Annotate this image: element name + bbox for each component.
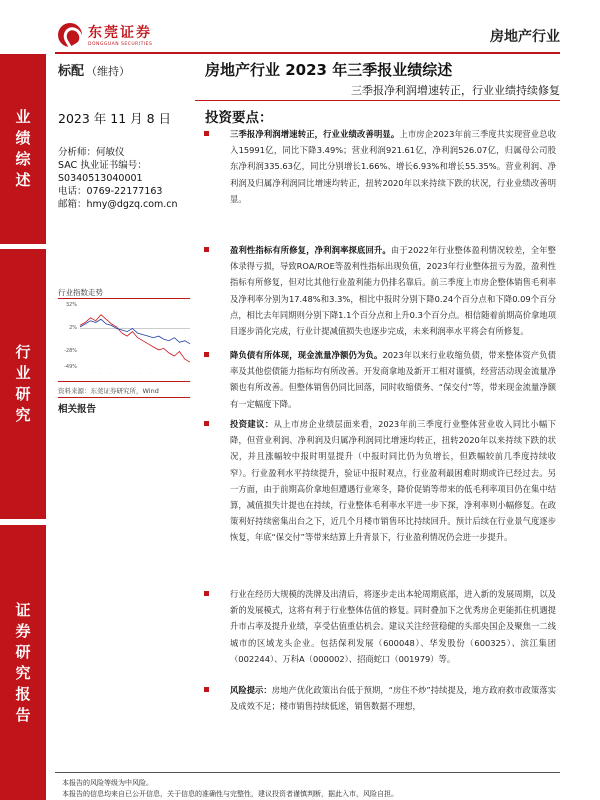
bullet-square-icon — [204, 352, 209, 357]
y-tick-label: -28% — [64, 347, 77, 354]
key-point — [204, 126, 556, 207]
bullet-square-icon — [204, 131, 209, 136]
key-points-heading: 投资要点： — [205, 110, 273, 126]
rating-sub: （维持） — [86, 65, 131, 78]
x-tick-mark: · — [129, 372, 131, 376]
key-point-body: 上市房企2023年前三季度共实现营业总收入15991亿，同比下降3.49%；营业利润921.61亿，净利润526.07亿，归属母公司股东净利润335.63亿，同比分别增长1.66%、增长6.93%和增长55.35%。营业利润、净利润及归属净利润同比增速均转正，扭转2020年以来持续下跌的状况，行业业绩改善明显。 — [230, 129, 556, 204]
source-rule — [58, 397, 190, 398]
chart-title: 行业指数走势 — [58, 288, 103, 297]
analyst-cert: SAC 执业证书编号： — [58, 160, 147, 171]
analyst-name: 分析师：何敏仪 — [58, 147, 125, 158]
index-chart — [58, 296, 194, 380]
logo-name-en: DONGGUAN SECURITIES — [88, 42, 153, 47]
x-tick-mark: · — [119, 372, 121, 376]
related-reports-heading: 相关报告 — [58, 404, 97, 415]
industry-tag: 房地产行业 — [490, 29, 560, 45]
x-tick-mark: · — [149, 372, 151, 376]
y-tick-label: 32% — [65, 302, 77, 308]
key-point-body: 2023年以来行业收缩负债，带来整体资产负债率及其他偿债能力指标均有所改善。开发商拿地及新开工相对谨慎，经营活动现金流量净额也有所改善。但整体销售仍同比回落，同时收缩债务、“保交付”等，带来现金流量净额有一定幅度下降。 — [230, 350, 556, 409]
key-point-heading: 风险提示： — [230, 685, 272, 695]
sidebar-block-report: 证券研究报告 — [0, 525, 46, 800]
header-divider — [55, 52, 560, 54]
rating-label: 标配 — [58, 64, 85, 79]
footer-risk: 本报告的风险等级为中风险。 — [62, 779, 153, 787]
logo-name: 东莞证券 — [88, 25, 152, 41]
x-tick-mark: · — [139, 372, 141, 376]
x-tick-mark: · — [89, 372, 91, 376]
footer-divider — [55, 772, 560, 773]
company-logo — [58, 22, 152, 47]
key-point — [204, 347, 556, 412]
x-tick-mark: · — [79, 372, 81, 376]
key-point-heading: 降负债有所体现，现金流量净额仍为负。 — [230, 350, 383, 360]
key-point-body: 从上市房企业绩层面来看，2023年前三季度行业整体营业收入同比小幅下降，但营业利润、净利润及归属净利润同比增速均转正，扭转2020年以来持续下跌的状况，并且涨幅较中报时明显提升（中报时同比仍为负增长，但跌幅较前几季度持续收窄）。行业盈利水平持续提升，验证中报时观点，行业盈利最困难时期或许已经过去。另一方面，由于前期高价拿地但遭遇行业寒冬，降价促销等带来的低毛利率项目仍在集中结算，减值损失计提也在持续，行业整体毛利率水平进一步下探，净利率则小幅修复。在政策利好持续密集出台之下，近几个月楼市销售环比持续回升。预计后续在行业景气度逐步恢复，年底“保交付”等带来结算上升背景下，行业盈利情况仍会进一步提升。 — [230, 419, 556, 543]
key-point-body: 由于2022年行业整体盈利情况较差，全年整体录得亏损，导致ROA/ROE等盈利性指标出现负值，2023年行业整体扭亏为盈，盈利性指标有所修复，但对比其他行业盈利能力仍排名靠后。前三季度上市房企整体销售毛利率及净利率分别为17.48%和3.3%，相比中报时分别下降0.24个百分点和下降0.09个百分点，相比去年同期则分别下降1.1个百分点和上升0.3个百分点。相信随着前期高价拿地项目逐步消化完成，行业计提减值损失也逐步完成，未来利润率水平将会有所修复。 — [230, 245, 556, 337]
sidebar-block-summary: 业绩综述 — [0, 54, 46, 244]
key-point — [204, 682, 556, 714]
y-tick-label: -49% — [64, 364, 77, 370]
analyst-cert-no: S0340513040001 — [58, 173, 143, 184]
key-point — [204, 416, 556, 546]
bullet-square-icon — [204, 421, 209, 426]
chart-bottom-rule — [58, 381, 190, 382]
rating — [58, 60, 130, 79]
key-point-heading: 投资建议： — [230, 419, 274, 429]
x-tick-mark: · — [159, 372, 161, 376]
sidebar — [0, 0, 46, 800]
logo-icon — [58, 23, 82, 47]
key-point-body: 房地产优化政策出台低于预期，“房住不炒”持续提及，地方政府救市政策落实及成效不足；楼市销售持续低迷，销售数据不理想， — [230, 685, 556, 712]
report-subtitle: 三季报净利润增速转正，行业业绩持续修复 — [351, 84, 560, 97]
bullet-square-icon — [204, 591, 209, 596]
analyst-info — [58, 146, 178, 211]
y-tick-label: 2% — [69, 324, 77, 331]
chart-series-line-2 — [80, 319, 190, 344]
key-point — [204, 586, 556, 667]
key-point-heading: 三季报净利润增速转正，行业业绩改善明显。 — [230, 129, 400, 139]
report-title: 房地产行业 2023 年三季报业绩综述 — [205, 61, 453, 79]
footer — [62, 778, 398, 800]
key-point-heading: 盈利性指标有所修复，净利润率探底回升。 — [230, 245, 391, 255]
x-tick-mark: · — [99, 372, 101, 376]
report-date: 2023 年 11 月 8 日 — [58, 111, 172, 126]
key-point — [204, 242, 556, 339]
x-tick-mark: · — [179, 372, 181, 376]
footer-disclaimer: 本报告的信息均来自已公开信息，关于信息的准确性与完整性，建议投资者谨慎判断，据此入市，风险自担。 — [62, 790, 398, 798]
bullet-square-icon — [204, 687, 209, 692]
analyst-phone: 电话：0769-22177163 — [58, 186, 163, 197]
analyst-email[interactable]: 邮箱：hmy@dgzq.com.cn — [58, 199, 178, 210]
index-chart-svg — [58, 296, 194, 380]
key-point-body: 行业在经历大规模的洗牌及出清后，将逐步走出本轮周期底部，进入新的发展周期，以及新的发展模式，这将有利于行业整体估值的修复。同时叠加下之优秀房企更能抓住机遇提升市占率及提升业绩，享受估值重估机会。建议关注经营稳健的头部央国企及聚焦一二线城市的区域龙头企业。包括保利发展（600048）、华发股份（600325）、滨江集团（002244）、万科A（000002）、招商蛇口（001979）等。 — [230, 589, 556, 664]
x-tick-mark: · — [169, 372, 171, 376]
x-tick-mark: · — [109, 372, 111, 376]
title-divider — [195, 100, 560, 101]
chart-source: 资料来源：东莞证券研究所，Wind — [58, 387, 159, 395]
bullet-square-icon — [204, 247, 209, 252]
x-tick-mark: · — [189, 372, 191, 376]
sidebar-block-industry: 行业研究 — [0, 249, 46, 519]
